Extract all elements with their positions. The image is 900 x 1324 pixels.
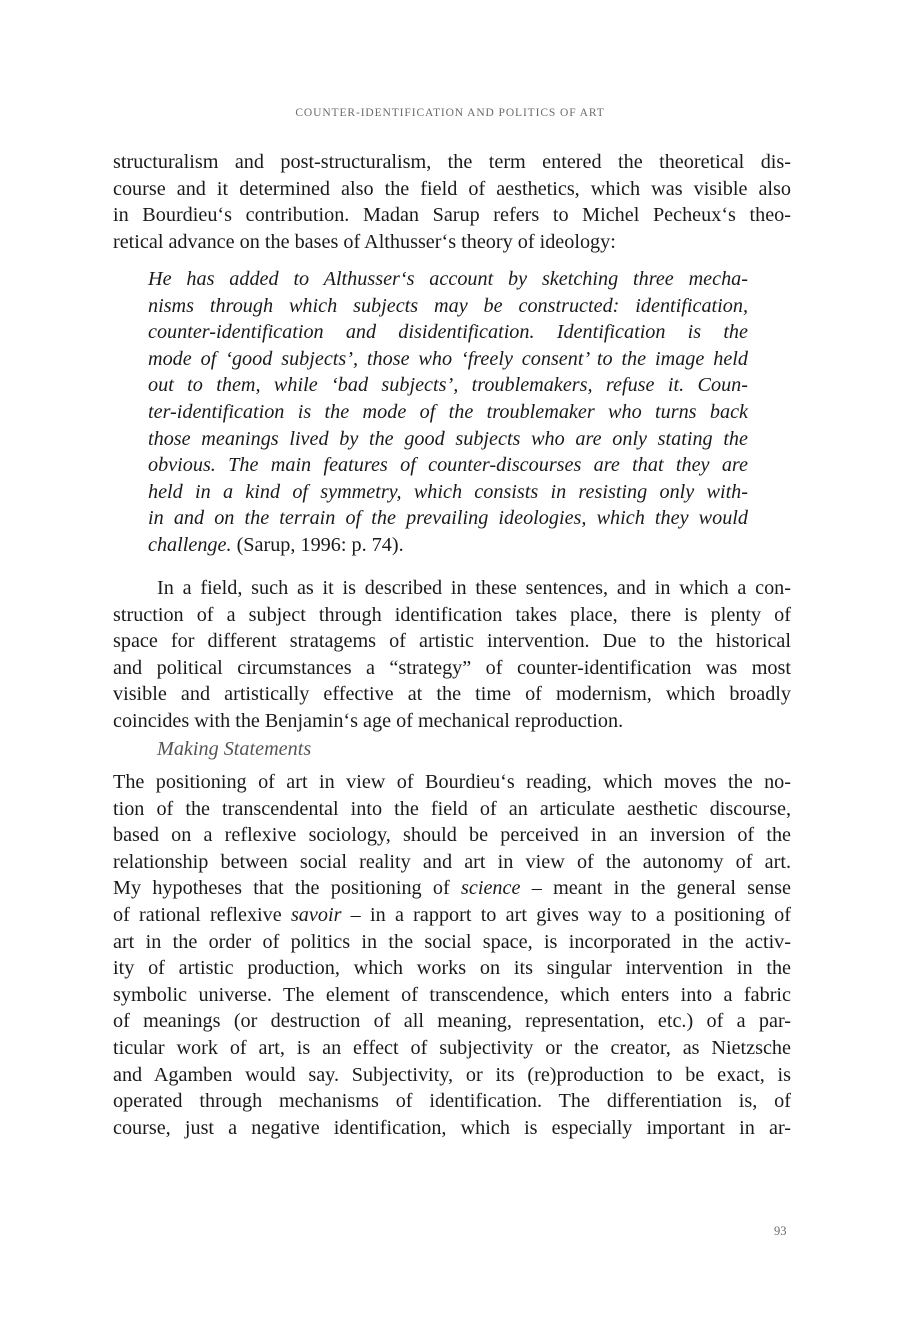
text-line: symbolic universe. The element of transcendence, which enters into a fabric bbox=[113, 983, 791, 1006]
text-line: ity of artistic production, which works on its singular intervention in the bbox=[113, 957, 791, 980]
text-line: in Bourdieu‘s contribution. Madan Sarup refers to Michel Pecheux‘s theo- bbox=[113, 204, 791, 227]
text-line: structuralism and post-structuralism, the term entered the theoretical dis- bbox=[113, 151, 791, 173]
text-span: – meant in the general sense bbox=[520, 877, 791, 900]
emphasis-science: science bbox=[461, 877, 521, 900]
quote-line: mode of ‘good subjects’, those who ‘freely consent’ to the image held bbox=[148, 347, 748, 370]
text-line bbox=[113, 902, 791, 929]
text-span: of rational reflexive bbox=[113, 903, 291, 926]
quote-last-line bbox=[148, 532, 748, 559]
paragraph-3 bbox=[113, 769, 791, 1141]
text-line: and political circumstances a “strategy” of counter-identification was most bbox=[113, 656, 791, 679]
quote-line: out to them, while ‘bad subjects’, troublemakers, refuse it. Coun- bbox=[148, 374, 748, 397]
text-line: struction of a subject through identification takes place, there is plenty of bbox=[113, 603, 791, 626]
quote-line: obvious. The main features of counter-discourses are that they are bbox=[148, 454, 748, 477]
citation: (Sarup, 1996: p. 74). bbox=[231, 533, 404, 556]
paragraph-2 bbox=[113, 575, 791, 735]
text-line: course, just a negative identification, which is especially important in ar- bbox=[113, 1116, 791, 1139]
section-heading: Making Statements bbox=[157, 738, 312, 760]
text-line: The positioning of art in view of Bourdieu‘s reading, which moves the no- bbox=[113, 771, 791, 793]
text-line: coincides with the Benjamin‘s age of mechanical reproduction. bbox=[113, 709, 624, 732]
quote-line: nisms through which subjects may be constructed: identification, bbox=[148, 294, 748, 317]
quote-line: those meanings lived by the good subjects who are only stating the bbox=[148, 427, 748, 450]
text-line: relationship between social reality and art in view of the autonomy of art. bbox=[113, 850, 791, 873]
quote-line: held in a kind of symmetry, which consists in resisting only with- bbox=[148, 480, 748, 503]
text-line: space for different stratagems of artistic intervention. Due to the historical bbox=[113, 630, 791, 653]
text-line: In a field, such as it is described in these sentences, and in which a con- bbox=[157, 577, 791, 599]
text-line: based on a reflexive sociology, should be perceived in an inversion of the bbox=[113, 824, 791, 847]
text-line: retical advance on the bases of Althusser‘s theory of ideology: bbox=[113, 230, 616, 253]
text-line: of meanings (or destruction of all meaning, representation, etc.) of a par- bbox=[113, 1010, 791, 1033]
text-line: tion of the transcendental into the field of an articulate aesthetic discourse, bbox=[113, 797, 791, 820]
running-head: COUNTER-IDENTIFICATION AND POLITICS OF ART bbox=[295, 107, 605, 119]
text-span: My hypotheses that the positioning of bbox=[113, 877, 462, 900]
emphasis-savoir: savoir bbox=[290, 903, 342, 926]
quote-line: He has added to Althusser‘s account by sketching three mecha- bbox=[148, 268, 748, 290]
text-line: operated through mechanisms of identification. The differentiation is, of bbox=[113, 1090, 791, 1113]
text-line bbox=[113, 875, 791, 902]
text-span: – in a rapport to art gives way to a positioning of bbox=[341, 903, 791, 926]
quote-end-word: challenge. bbox=[148, 533, 232, 556]
text-line: course and it determined also the field of aesthetics, which was visible also bbox=[113, 177, 791, 200]
text-line: and Agamben would say. Subjectivity, or its (re)production to be exact, is bbox=[113, 1063, 791, 1086]
quote-line: in and on the terrain of the prevailing ideologies, which they would bbox=[148, 507, 748, 530]
paragraph-1 bbox=[113, 149, 791, 255]
text-line: art in the order of politics in the social space, is incorporated in the activ- bbox=[113, 930, 791, 953]
text-line: visible and artistically effective at the time of modernism, which broadly bbox=[113, 683, 791, 706]
text-line: ticular work of art, is an effect of subjectivity or the creator, as Nietzsche bbox=[113, 1036, 791, 1059]
block-quote bbox=[148, 266, 748, 559]
quote-line: counter-identification and disidentification. Identification is the bbox=[148, 321, 748, 344]
page-number: 93 bbox=[774, 1224, 787, 1238]
quote-line: ter-identification is the mode of the troublemaker who turns back bbox=[148, 400, 748, 423]
